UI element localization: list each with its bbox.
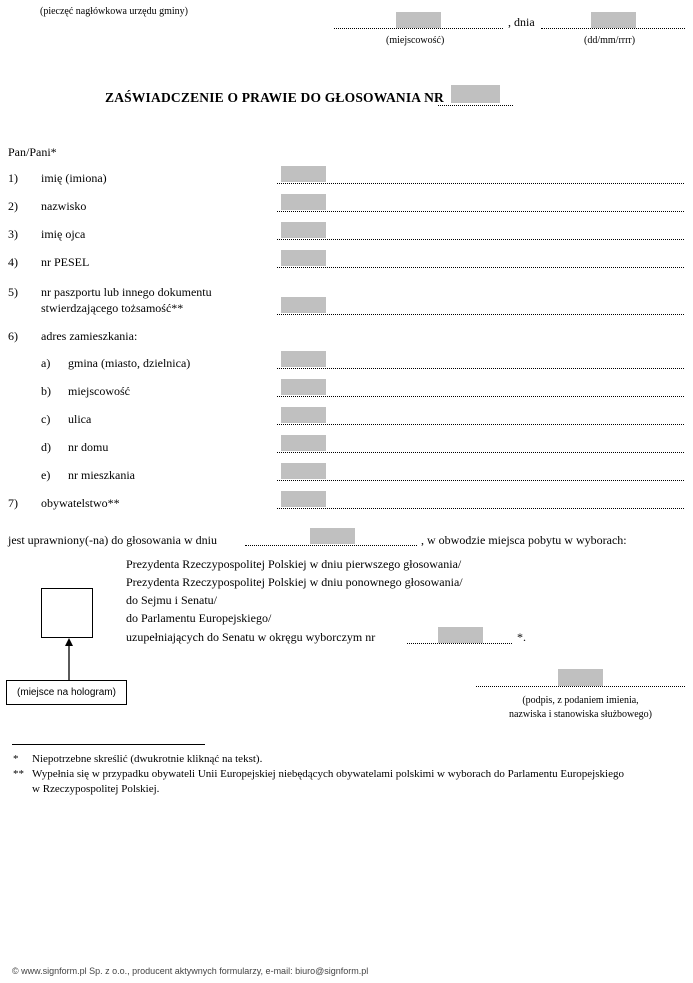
title-number-line (438, 105, 513, 106)
stamp-label: (pieczęć nagłówkowa urzędu gminy) (40, 6, 188, 17)
address-label-gmina: gmina (miasto, dzielnica) (68, 356, 191, 370)
house-number-line (277, 452, 684, 453)
father-name-input[interactable] (281, 222, 326, 238)
address-letter: d) (41, 440, 51, 454)
town-line (277, 396, 684, 397)
date-input[interactable] (591, 12, 636, 28)
election-option-president-first[interactable]: Prezydenta Rzeczypospolitej Polskiej w dniu pierwszego głosowania/ (126, 557, 462, 571)
field-label-citizenship: obywatelstwo** (41, 496, 120, 510)
street-input[interactable] (281, 407, 326, 423)
footnote-mark: ** (13, 768, 24, 780)
footnote-text-1: Niepotrzebne skreślić (dwukrotnie kliknąć na tekst). (32, 753, 263, 765)
date-line (541, 28, 685, 29)
field-label-first-name: imię (imiona) (41, 171, 107, 185)
gmina-input[interactable] (281, 351, 326, 367)
place-caption: (miejscowość) (386, 35, 445, 46)
field-number: 5) (8, 285, 18, 299)
first-name-line (277, 183, 684, 184)
place-line (334, 28, 503, 29)
hologram-box (41, 588, 93, 638)
field-number: 2) (8, 199, 18, 213)
field-number: 4) (8, 255, 18, 269)
footnote-separator (12, 744, 205, 745)
entitled-suffix: , w obwodzie miejsca pobytu w wyborach: (421, 533, 627, 547)
date-caption: (dd/mm/rrrr) (584, 35, 636, 46)
address-letter: a) (41, 356, 51, 370)
apartment-line (277, 480, 684, 481)
election-option-president-second[interactable]: Prezydenta Rzeczypospolitej Polskiej w dniu ponownego głosowania/ (126, 575, 463, 589)
footnote-text-2-line2: w Rzeczypospolitej Polskiej. (32, 783, 160, 795)
place-input[interactable] (396, 12, 441, 28)
addressee-label: Pan/Pani* (8, 145, 57, 159)
first-name-input[interactable] (281, 166, 326, 182)
signature-input[interactable] (558, 669, 603, 686)
father-name-line (277, 239, 684, 240)
district-number-input[interactable] (438, 627, 483, 643)
address-label-street: ulica (68, 412, 92, 426)
election-date-input[interactable] (310, 528, 355, 544)
field-number: 7) (8, 496, 18, 510)
passport-input[interactable] (281, 297, 326, 313)
election-option-european-parliament[interactable]: do Parlamentu Europejskiego/ (126, 611, 272, 625)
passport-line (277, 314, 684, 315)
entitled-prefix: jest uprawniony(-na) do głosowania w dniu (8, 533, 217, 547)
field-label-father-name: imię ojca (41, 227, 86, 241)
address-letter: c) (41, 412, 51, 426)
citizenship-input[interactable] (281, 491, 326, 507)
page-title: ZAŚWIADCZENIE O PRAWIE DO GŁOSOWANIA NR (105, 90, 444, 105)
copyright-text: © www.signform.pl Sp. z o.o., producent aktywnych formularzy, e-mail: biuro@signform.pl (12, 966, 369, 976)
footnote-mark: * (13, 753, 19, 765)
address-letter: e) (41, 468, 51, 482)
gmina-line (277, 368, 684, 369)
election-date-line (245, 545, 417, 546)
pesel-line (277, 267, 684, 268)
field-label-address: adres zamieszkania: (41, 329, 138, 343)
field-number: 1) (8, 171, 18, 185)
field-number: 6) (8, 329, 18, 343)
signature-line (476, 686, 685, 687)
footnote-text-2-line1: Wypełnia się w przypadku obywateli Unii Europejskiej niebędących obywatelami polskimi w wyborach do Parlamentu Europejskiego (32, 768, 624, 780)
surname-line (277, 211, 684, 212)
house-number-input[interactable] (281, 435, 326, 451)
field-number: 3) (8, 227, 18, 241)
signature-caption-line1: (podpis, z podaniem imienia, (522, 695, 639, 706)
address-label-town: miejscowość (68, 384, 130, 398)
field-label-surname: nazwisko (41, 199, 87, 213)
address-label-apartment: nr mieszkania (68, 468, 135, 482)
supplementary-suffix: *. (517, 630, 526, 644)
dnia-label: , dnia (508, 15, 535, 29)
pesel-input[interactable] (281, 250, 326, 266)
surname-input[interactable] (281, 194, 326, 210)
field-label-passport-line1: nr paszportu lub innego dokumentu (41, 285, 212, 299)
election-option-supplementary-senat[interactable]: uzupełniających do Senatu w okręgu wyborczym nr (126, 630, 376, 644)
town-input[interactable] (281, 379, 326, 395)
citizenship-line (277, 508, 684, 509)
apartment-input[interactable] (281, 463, 326, 479)
signature-caption-line2: nazwiska i stanowiska służbowego) (508, 709, 653, 720)
signature-caption (476, 694, 685, 722)
address-letter: b) (41, 384, 51, 398)
hologram-label: (miejsce na hologram) (6, 680, 127, 705)
address-label-house-number: nr domu (68, 440, 109, 454)
street-line (277, 424, 684, 425)
district-number-line (407, 643, 512, 644)
field-label-pesel: nr PESEL (41, 255, 90, 269)
hologram-arrow-icon (63, 638, 75, 680)
election-option-sejm-senat[interactable]: do Sejmu i Senatu/ (126, 593, 217, 607)
certificate-number-input[interactable] (451, 85, 500, 103)
field-label-passport-line2: stwierdzającego tożsamość** (41, 301, 184, 315)
